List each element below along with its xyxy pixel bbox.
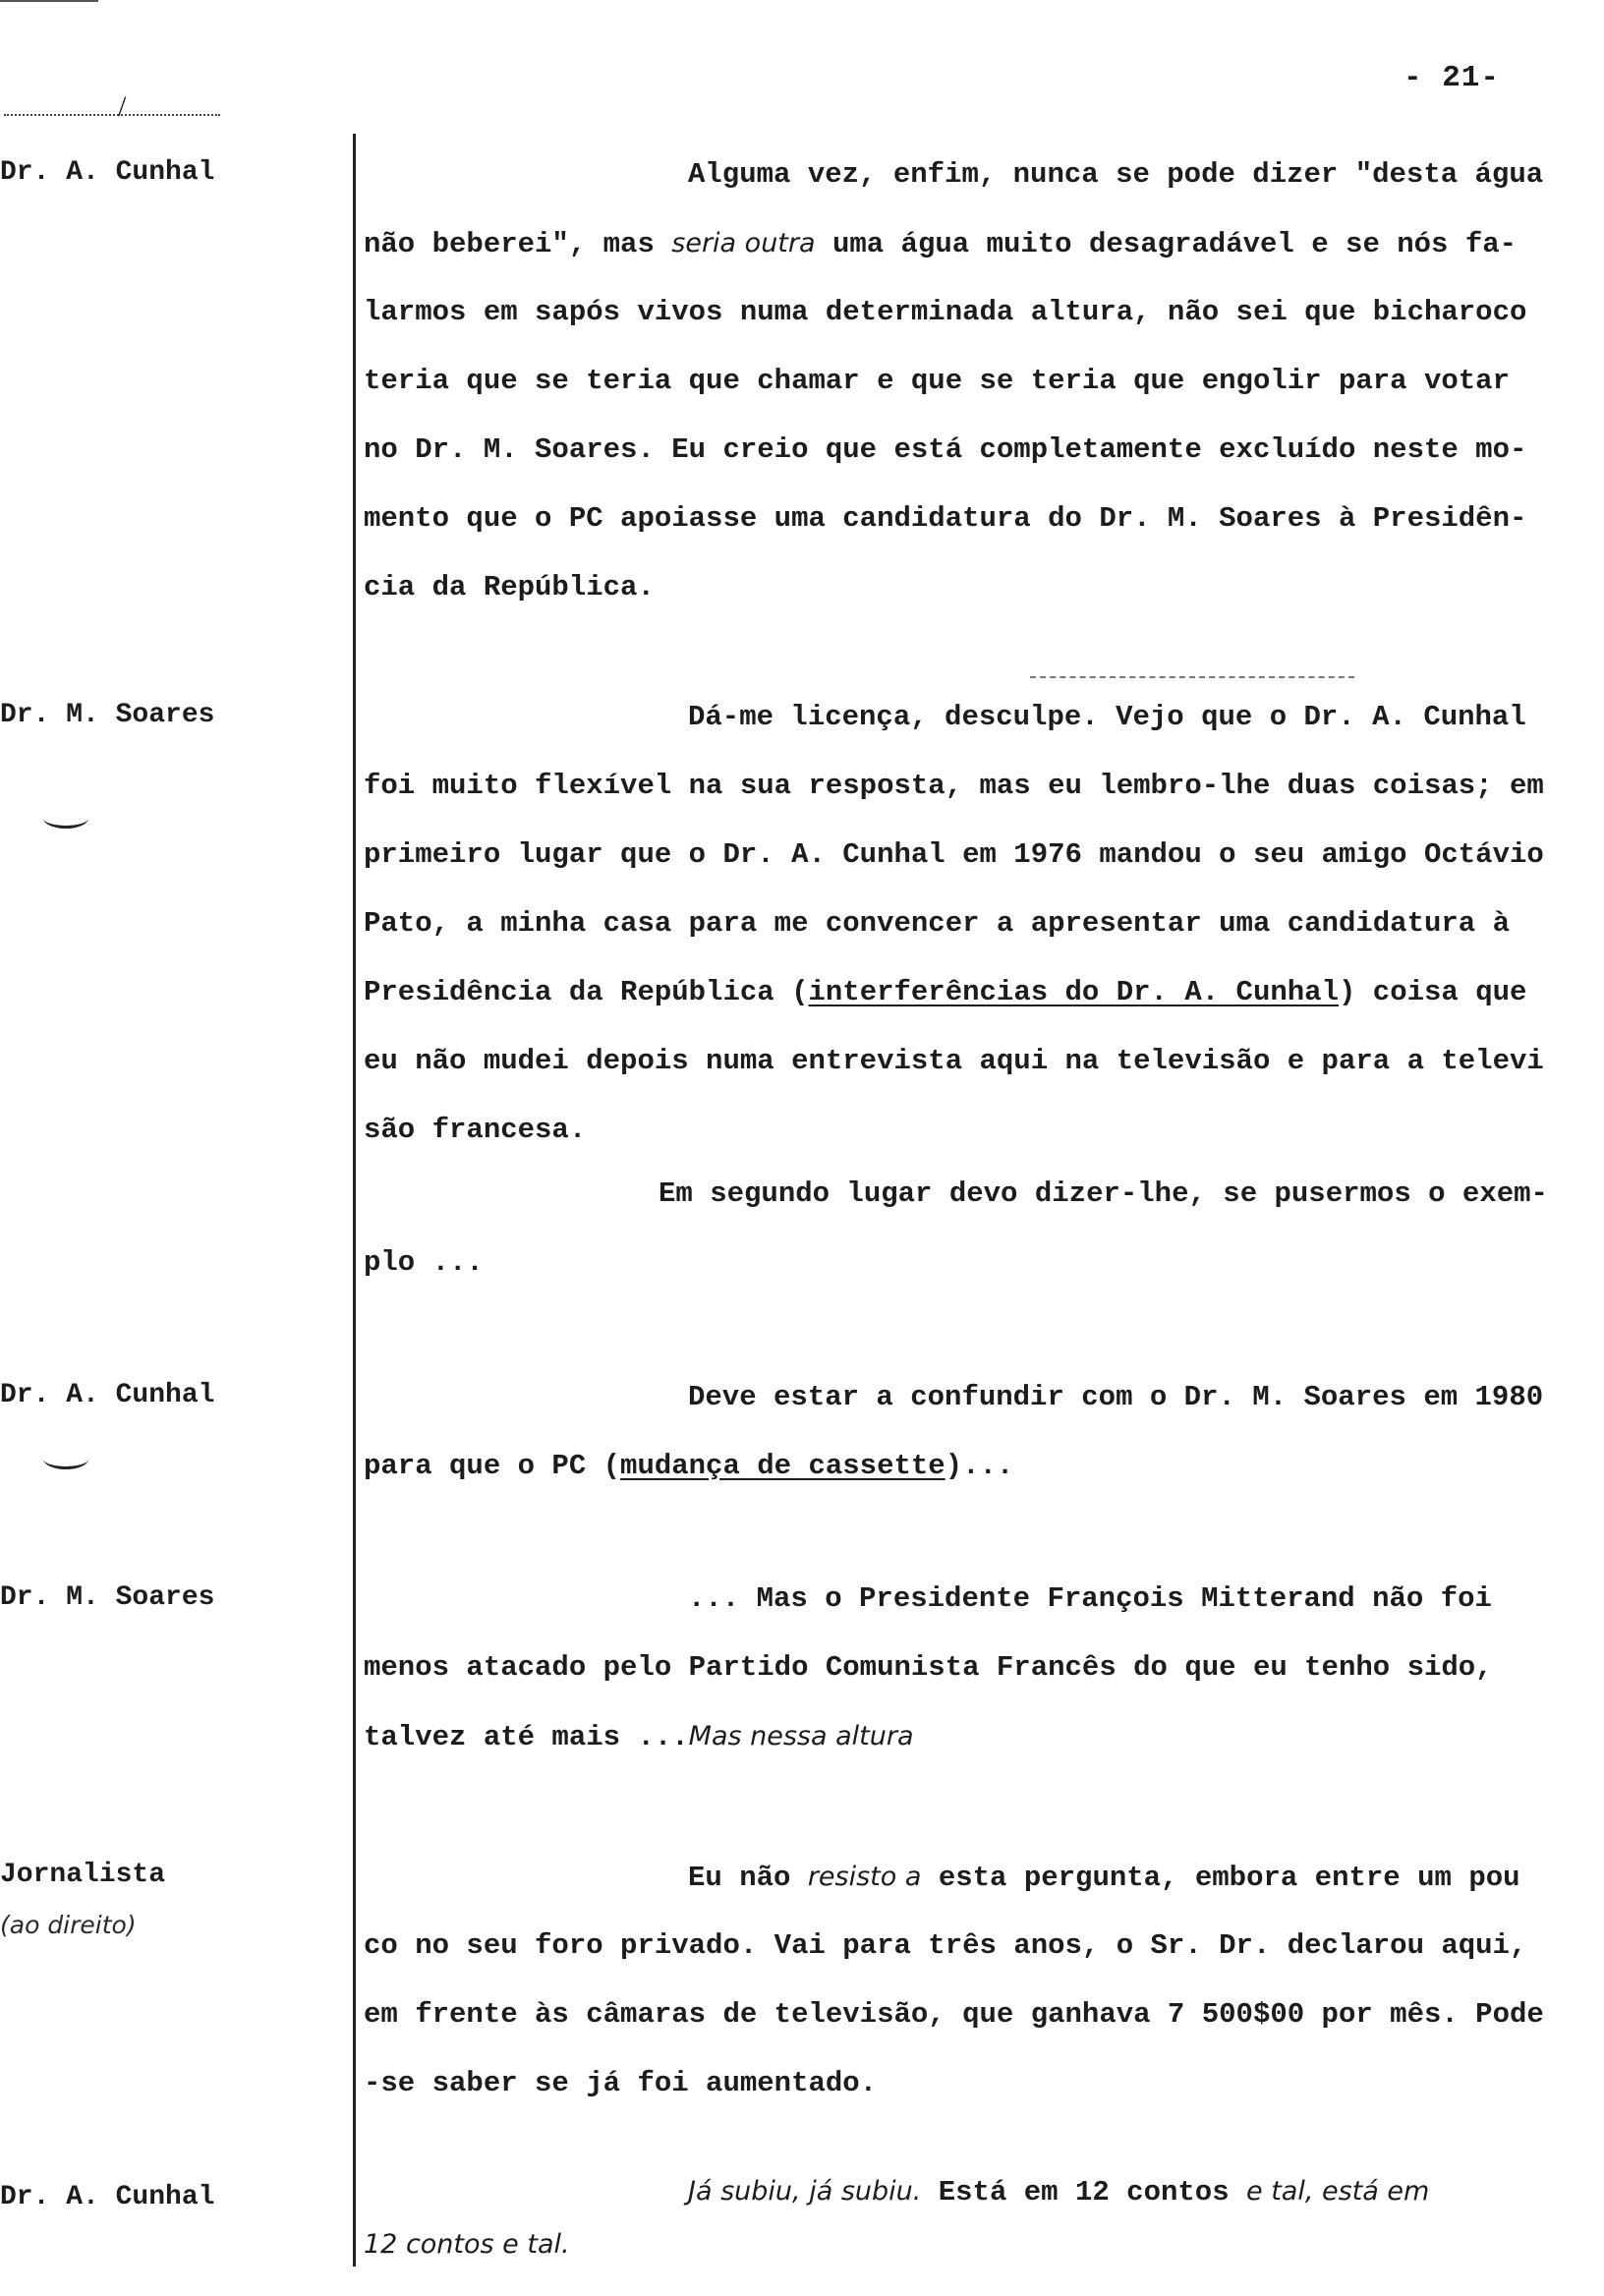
text-line: menos atacado pelo Partido Comunista Francês do que eu tenho sido, — [364, 1651, 1493, 1684]
text-line: Eu não — [688, 1862, 808, 1894]
top-rule — [0, 0, 98, 2]
text-line: primeiro lugar que o Dr. A. Cunhal em 1976 mandou o seu amigo Octávio — [364, 838, 1544, 871]
text-line: uma água muito desagradável e se nós fa- — [815, 228, 1518, 260]
speaker-label: Jornalista — [0, 1860, 166, 1890]
paragraph-3 — [364, 1160, 1573, 1297]
text-line: larmos em sapós vivos numa determinada altura, não sei que bicharoco — [364, 296, 1527, 328]
paragraph-5 — [364, 1565, 1573, 1771]
text-line: co no seu foro privado. Vai para três anos, o Sr. Dr. declarou aqui, — [364, 1929, 1527, 1962]
text-line: Está em 12 contos — [921, 2176, 1246, 2209]
text-line: cia da República. — [364, 571, 655, 603]
speaker-label: Dr. M. Soares — [0, 700, 215, 730]
pencil-arc-mark — [43, 1449, 88, 1469]
text-line: Deve estar a confundir com o Dr. M. Soares em 1980 — [688, 1381, 1544, 1413]
text-line: foi muito flexível na sua resposta, mas eu lembro-lhe duas coisas; em — [364, 770, 1544, 802]
text-line: mento que o PC apoiasse uma candidatura do Dr. M. Soares à Presidên- — [364, 502, 1527, 535]
text-line: talvez até mais ... — [364, 1721, 689, 1753]
handwritten-insert: seria outra — [671, 228, 816, 258]
text-line: em frente às câmaras de televisão, que ganhava 7 500$00 por mês. Pode — [364, 1998, 1544, 2031]
speaker-handwritten-note: (ao direito) — [0, 1911, 137, 1939]
handwritten-insert: e tal, está em — [1246, 2176, 1430, 2207]
speaker-label: Dr. A. Cunhal — [0, 157, 215, 188]
text-line: ... Mas o Presidente François Mitterand não foi — [688, 1582, 1492, 1615]
page-number: - 21- — [1404, 61, 1501, 95]
paragraph-4 — [364, 1363, 1573, 1501]
text-line: Pato, a minha casa para me convencer a apresentar uma candidatura à — [364, 907, 1510, 940]
text-line: )... — [945, 1450, 1014, 1482]
paragraph-6 — [364, 1843, 1573, 2118]
paragraph-7 — [364, 2165, 1573, 2271]
handwritten-insert: resisto a — [807, 1862, 922, 1892]
dashed-separator — [1030, 676, 1354, 678]
text-line: não beberei", mas — [364, 228, 672, 260]
underlined-cassette-note: mudança de cassette — [620, 1450, 945, 1482]
paragraph-2 — [364, 683, 1573, 1165]
speaker-label: Dr. A. Cunhal — [0, 2182, 215, 2212]
text-line: para que o PC ( — [364, 1450, 621, 1482]
speaker-label: Dr. A. Cunhal — [0, 1380, 215, 1410]
text-line: ) coisa que — [1338, 976, 1527, 1008]
handwritten-insert: 12 contos e tal. — [364, 2229, 570, 2260]
text-line: eu não mudei depois numa entrevista aqui na televisão e para a televi — [364, 1045, 1544, 1077]
text-line: esta pergunta, embora entre um pou — [921, 1862, 1520, 1894]
paragraph-1 — [364, 141, 1573, 622]
handwritten-insert: Mas nessa altura — [688, 1721, 914, 1751]
text-line: -se saber se já foi aumentado. — [364, 2067, 878, 2099]
text-line: Em segundo lugar devo dizer-lhe, se pusermos o exem- — [659, 1177, 1548, 1210]
text-line: Presidência da República ( — [364, 976, 809, 1008]
text-line: plo ... — [364, 1246, 484, 1279]
text-line: no Dr. M. Soares. Eu creio que está completamente excluído neste mo- — [364, 433, 1527, 466]
margin-dotted-mark — [4, 114, 220, 116]
pencil-arc-mark — [43, 808, 88, 829]
text-line: Alguma vez, enfim, nunca se pode dizer "desta água — [688, 158, 1544, 191]
margin-slash-mark: / — [118, 90, 127, 123]
text-line: teria que se teria que chamar e que se teria que engolir para votar — [364, 365, 1510, 397]
text-line: Dá-me licença, desculpe. Vejo que o Dr. A. Cunhal — [688, 701, 1526, 733]
speaker-divider-line — [353, 134, 356, 2267]
text-line: são francesa. — [364, 1114, 587, 1146]
handwritten-insert: Já subiu, já subiu. — [688, 2176, 922, 2207]
speaker-label: Dr. M. Soares — [0, 1582, 215, 1613]
underlined-interference-note: interferências do Dr. A. Cunhal — [808, 976, 1339, 1008]
